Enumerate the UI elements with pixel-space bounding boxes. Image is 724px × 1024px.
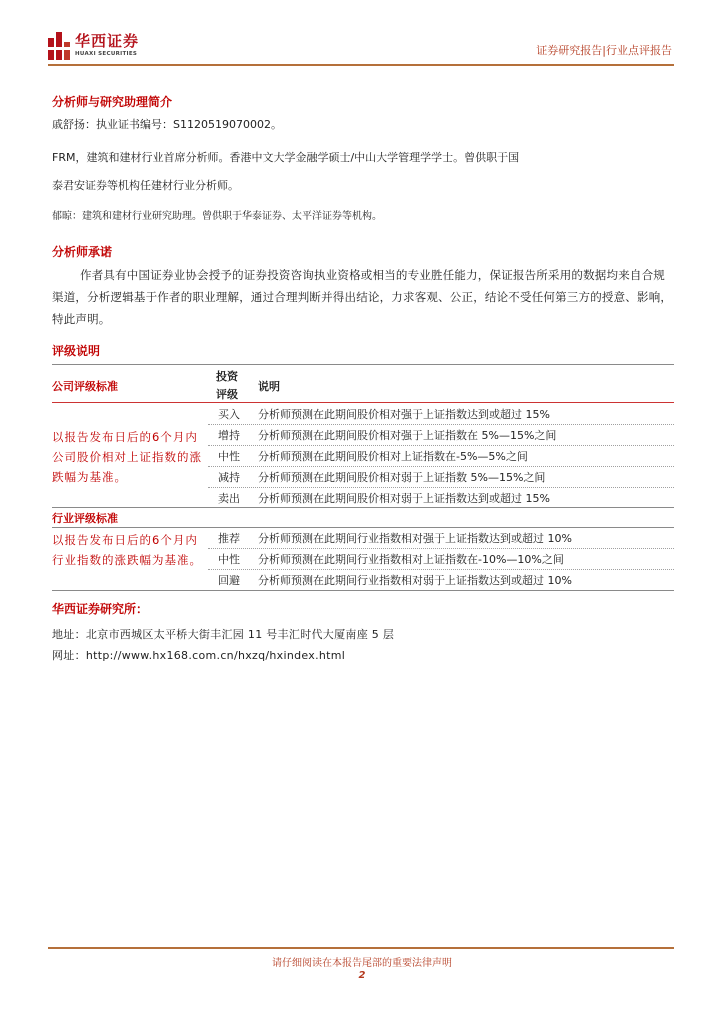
company-rating-sell-desc: 分析师预测在此期间股价相对弱于上证指数达到或超过 15% xyxy=(258,492,550,505)
table-rule xyxy=(208,548,674,549)
column-header-rating-2: 评级 xyxy=(216,388,238,401)
commitment-text: 作者具有中国证券业协会授予的证券投资咨询执业资格或相当的专业胜任能力，保证报告所采用的数据均来自合规渠道，分析逻辑基于作者的职业理解，通过合理判断并得出结论，力求客观、公正，结论不受任何第三方的授意、影响，特此声明。 xyxy=(52,268,673,326)
company-logo xyxy=(48,30,158,64)
table-rule xyxy=(208,466,674,467)
table-rule xyxy=(52,527,674,528)
industry-rating-avoid: 回避 xyxy=(218,574,240,587)
company-rating-neutral: 中性 xyxy=(218,450,240,463)
industry-rating-header: 行业评级标准 xyxy=(52,512,118,525)
industry-rating-recommend: 推荐 xyxy=(218,532,240,545)
table-rule xyxy=(52,507,674,508)
assistant-line: 郁晾：建筑和建材行业研究助理。曾供职于华泰证券、太平洋证券等机构。 xyxy=(52,211,382,222)
institute-address: 地址：北京市西城区太平桥大街丰汇园 11 号丰汇时代大厦南座 5 层 xyxy=(52,628,395,641)
logo-chinese-name: 华西证券 xyxy=(75,32,140,50)
company-rating-header: 公司评级标准 xyxy=(52,380,118,393)
analyst-bio-line-2: 泰君安证券等机构任建材行业分析师。 xyxy=(52,179,239,192)
analyst-bio-line-1: FRM，建筑和建材行业首席分析师。香港中文大学金融学硕士/中山大学管理学学士。曾供职于国 xyxy=(52,151,520,164)
company-rating-underweight-desc: 分析师预测在此期间股价相对弱于上证指数 5%—15%之间 xyxy=(258,471,546,484)
footer-divider xyxy=(48,947,674,949)
industry-rating-neutral: 中性 xyxy=(218,553,240,566)
table-rule xyxy=(208,569,674,570)
table-rule xyxy=(208,424,674,425)
analyst-cert-line: 戚舒扬：执业证书编号：S1120519070002。 xyxy=(52,118,282,131)
footer-disclaimer: 请仔细阅读在本报告尾部的重要法律声明 xyxy=(272,958,452,969)
column-header-rating-1: 投资 xyxy=(216,370,238,383)
industry-rating-neutral-desc: 分析师预测在此期间行业指数相对上证指数在-10%—10%之间 xyxy=(258,553,564,566)
analyst-intro-title: 分析师与研究助理简介 xyxy=(52,95,173,109)
industry-rating-avoid-desc: 分析师预测在此期间行业指数相对弱于上证指数达到或超过 10% xyxy=(258,574,572,587)
rating-table xyxy=(52,364,674,592)
table-rule xyxy=(208,445,674,446)
company-rating-buy: 买入 xyxy=(218,408,240,421)
table-rule xyxy=(52,402,674,403)
huaxi-logo-icon xyxy=(48,32,70,60)
company-rating-sell: 卖出 xyxy=(218,492,240,505)
table-rule xyxy=(208,487,674,488)
table-rule xyxy=(52,364,674,365)
table-rule xyxy=(52,590,674,591)
rating-title: 评级说明 xyxy=(52,344,101,358)
report-type-label: 证券研究报告|行业点评报告 xyxy=(536,44,672,57)
company-rating-overweight: 增持 xyxy=(218,429,240,442)
header-divider xyxy=(48,64,674,66)
column-header-description: 说明 xyxy=(258,380,280,393)
page-number: 2 xyxy=(358,970,366,981)
commitment-title: 分析师承诺 xyxy=(52,245,113,259)
industry-rating-basis: 以报告发布日后的6个月内行业指数的涨跌幅为基准。 xyxy=(52,533,202,567)
company-rating-underweight: 减持 xyxy=(218,471,240,484)
company-rating-basis: 以报告发布日后的6个月内公司股价相对上证指数的涨跌幅为基准。 xyxy=(52,430,202,484)
logo-english-name: HUAXI SECURITIES xyxy=(75,51,138,57)
company-rating-overweight-desc: 分析师预测在此期间股价相对强于上证指数在 5%—15%之间 xyxy=(258,429,557,442)
company-rating-neutral-desc: 分析师预测在此期间股价相对上证指数在-5%—5%之间 xyxy=(258,450,528,463)
institute-website-link[interactable]: 网址：http://www.hx168.com.cn/hxzq/hxindex.html xyxy=(52,649,346,662)
industry-rating-recommend-desc: 分析师预测在此期间行业指数相对强于上证指数达到或超过 10% xyxy=(258,532,572,545)
company-rating-buy-desc: 分析师预测在此期间股价相对强于上证指数达到或超过 15% xyxy=(258,408,550,421)
institute-title: 华西证券研究所： xyxy=(52,602,149,616)
